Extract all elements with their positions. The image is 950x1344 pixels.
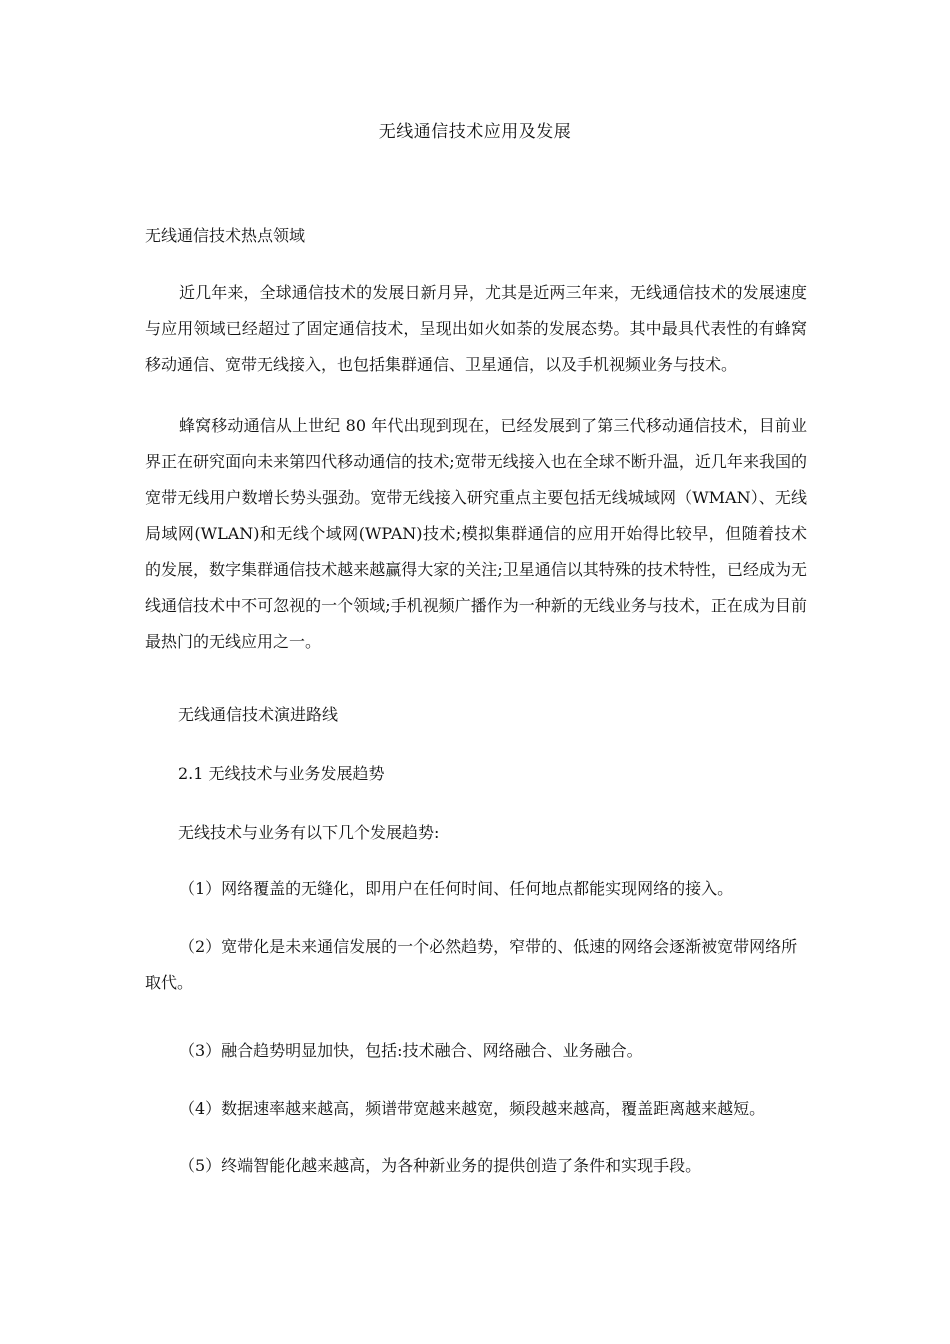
trend-item: （4）数据速率越来越高，频谱带宽越来越宽，频段越来越高，覆盖距离越来越短。 [179, 1099, 766, 1118]
trend-item: （3）融合趋势明显加快，包括:技术融合、网络融合、业务融合。 [179, 1041, 643, 1060]
trend-item: （2）宽带化是未来通信发展的一个必然趋势，窄带的、低速的网络会逐渐被宽带网络所取代。 [145, 937, 798, 992]
trends-intro: 无线技术与业务有以下几个发展趋势: [178, 823, 440, 842]
trend-item: （1）网络覆盖的无缝化，即用户在任何时间、任何地点都能实现网络的接入。 [179, 879, 734, 898]
paragraph-details: 蜂窝移动通信从上世纪 80 年代出现到现在，已经发展到了第三代移动通信技术，目前业界正在研究面向未来第四代移动通信的技术;宽带无线接入也在全球不断升温，近几年来我国的宽带无线用户数增长势头强劲。宽带无线接入研究重点主要包括无线城域网（WMAN）、无线局域网(WLAN)和无线个域网(WPAN)技术;模拟集群通信的应用开始得比较早，但随着技术的发展，数字集群通信技术越来越赢得大家的关注;卫星通信以其特殊的技术特性，已经成为无线通信技术中不可忽视的一个领域;手机视频广播作为一种新的无线业务与技术，正在成为目前最热门的无线应用之一。 [145, 416, 807, 651]
document-title: 无线通信技术应用及发展 [378, 122, 572, 142]
subsection-heading: 2.1 无线技术与业务发展趋势 [178, 764, 385, 783]
paragraph-overview: 近几年来，全球通信技术的发展日新月异，尤其是近两三年来，无线通信技术的发展速度与应用领域已经超过了固定通信技术，呈现出如火如荼的发展态势。其中最具代表性的有蜂窝移动通信、宽带无线接入，也包括集群通信、卫星通信，以及手机视频业务与技术。 [145, 283, 807, 374]
trend-item: （5）终端智能化越来越高，为各种新业务的提供创造了条件和实现手段。 [179, 1156, 702, 1175]
section-heading-hotspots: 无线通信技术热点领域 [145, 226, 306, 245]
section-heading-evolution: 无线通信技术演进路线 [178, 705, 339, 724]
